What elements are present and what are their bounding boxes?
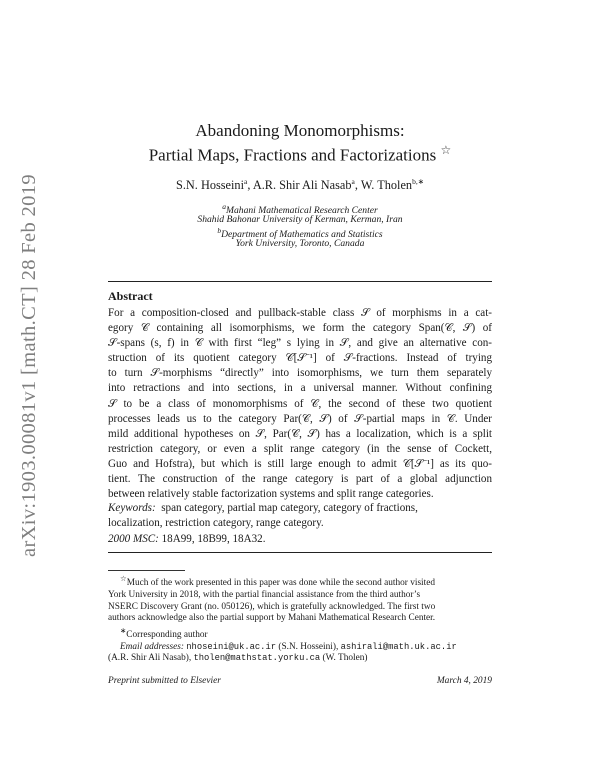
- msc-line: [108, 532, 492, 547]
- email-name-2: (A.R. Shir Ali Nasab),: [108, 653, 192, 664]
- footnote-corresponding: [108, 625, 492, 642]
- email-name-3: (W. Tholen): [322, 653, 368, 664]
- email-link-2[interactable]: ashirali@math.uk.ac.ir: [340, 641, 457, 652]
- footnotes: [108, 573, 492, 665]
- abstract-bottom-rule: [108, 552, 492, 553]
- footnote-funding-line-4: authors acknowledge also the partial support by Mahani Mathematical Research Center.: [108, 613, 436, 624]
- footer-preprint-note: Preprint submitted to Elsevier: [108, 676, 221, 686]
- paper-title-text: Partial Maps, Fractions and Factorizations: [148, 145, 437, 165]
- author-3: W. Tholen: [360, 178, 413, 193]
- abstract-line: into retractions and into sections, in a universal manner. Without confining: [108, 382, 492, 395]
- footnote-funding-text: Much of the work presented in this paper was done while the second author visited: [126, 578, 436, 589]
- affiliation-a-mark: a: [222, 202, 226, 211]
- email-label: Email addresses:: [120, 641, 184, 652]
- abstract-line: between relatively stable factorization systems and split range categories.: [108, 488, 434, 501]
- paper-title-line-2: [0, 143, 600, 166]
- footnote-emails-line-2: [108, 653, 492, 665]
- msc-codes: 18A99, 18B99, 18A32.: [161, 532, 266, 545]
- footer-date: March 4, 2019: [436, 676, 492, 686]
- affiliation-b-mark: b: [217, 226, 222, 235]
- abstract-line: mild additional hypotheses on 𝒮, Par(𝒞, 𝒮) has a localization, which is a split: [108, 427, 492, 440]
- author-1: S.N. Hosseini: [176, 178, 244, 193]
- footnote-corr-mark: ∗: [120, 625, 127, 635]
- abstract-line: restriction category, or even a split range category (in the sense of Cockett,: [108, 442, 492, 455]
- abstract-line: egory 𝒞 containing all isomorphisms, we form the category Span(𝒞, 𝒮) of: [108, 322, 492, 335]
- author-3-affil: b,∗: [412, 177, 424, 186]
- author-2-affil: a: [351, 177, 355, 186]
- arxiv-stamp: arXiv:1903.00081v1 [math.CT] 28 Feb 2019: [18, 174, 40, 557]
- email-link-3[interactable]: tholen@mathstat.yorku.ca: [193, 653, 321, 664]
- affiliation-a-line-2: Shahid Bahonar University of Kerman, Kerman, Iran: [197, 214, 403, 225]
- abstract-line: Guo and Hofstra), but which is still large enough to admit 𝒞[𝒮⁻¹] as its quo-: [108, 457, 492, 470]
- keywords-text-1: span category, partial map category, category of fractions,: [161, 502, 418, 514]
- footnote-corr-text: Corresponding author: [126, 630, 208, 640]
- keywords-block: [108, 501, 492, 547]
- email-name-1: (S.N. Hosseini),: [278, 641, 339, 652]
- affiliation-b-name: Department of Mathematics and Statistics: [221, 229, 383, 241]
- author-list: S.N. Hosseini$^a$, A.R. Shir Ali Nasab$^a$, W. Tholen$^{b,∗}$: [176, 177, 424, 193]
- affiliation-a-name: Mahani Mathematical Research Center: [225, 205, 378, 217]
- email-link-1[interactable]: nhoseini@uk.ac.ir: [186, 641, 277, 652]
- keywords-line-1: [108, 501, 492, 516]
- footnote-rule: [108, 570, 185, 571]
- abstract-body: [108, 306, 492, 502]
- keywords-label: Keywords:: [108, 502, 156, 514]
- abstract-top-rule: [108, 281, 492, 282]
- footnote-funding-line-2: York University in 2018, with the partial financial assistance from the third author’s: [108, 589, 421, 600]
- author-2: A.R. Shir Ali Nasab: [252, 178, 352, 193]
- footnote-funding-line-3: NSERC Discovery Grant (no. 050126), which is gratefully acknowledged. The first two: [108, 601, 436, 612]
- keywords-line-2: localization, restriction category, range category.: [108, 517, 324, 530]
- abstract-line: 𝒮 to be a class of monomorphisms of 𝒞, the second of these two quotient: [108, 397, 492, 410]
- footnote-funding-line-1: [108, 573, 492, 590]
- title-star-icon: ☆: [440, 143, 452, 157]
- msc-label: 2000 MSC:: [108, 532, 159, 545]
- author-1-affil: a: [243, 177, 248, 186]
- abstract-heading: Abstract: [108, 289, 153, 303]
- abstract-line: 𝒮-spans (s, f) in 𝒞 with first “leg” s lying in 𝒮, and give an alternative con-: [108, 337, 492, 350]
- abstract-line: tient. The construction of the range category is part of a global adjunction: [108, 473, 492, 486]
- footnote-emails-line-1: [108, 642, 492, 654]
- affiliation-b-line-2: York University, Toronto, Canada: [235, 238, 365, 249]
- footnote-star-icon: ☆: [120, 574, 127, 583]
- abstract-line: struction of its quotient category 𝒞[𝒮⁻¹] of 𝒮-fractions. Instead of trying: [108, 352, 492, 365]
- paper-title-line-1: Abandoning Monomorphisms:: [195, 121, 405, 140]
- abstract-line: For a composition-closed and pullback-stable class 𝒮 of morphisms in a cat-: [108, 307, 492, 319]
- abstract-line: to turn 𝒮-morphisms “directly” into isomorphisms, we turn them separately: [108, 367, 492, 380]
- abstract-line: processes leads us to the category Par(𝒞, 𝒮) of 𝒮-partial maps in 𝒞. Under: [108, 412, 492, 425]
